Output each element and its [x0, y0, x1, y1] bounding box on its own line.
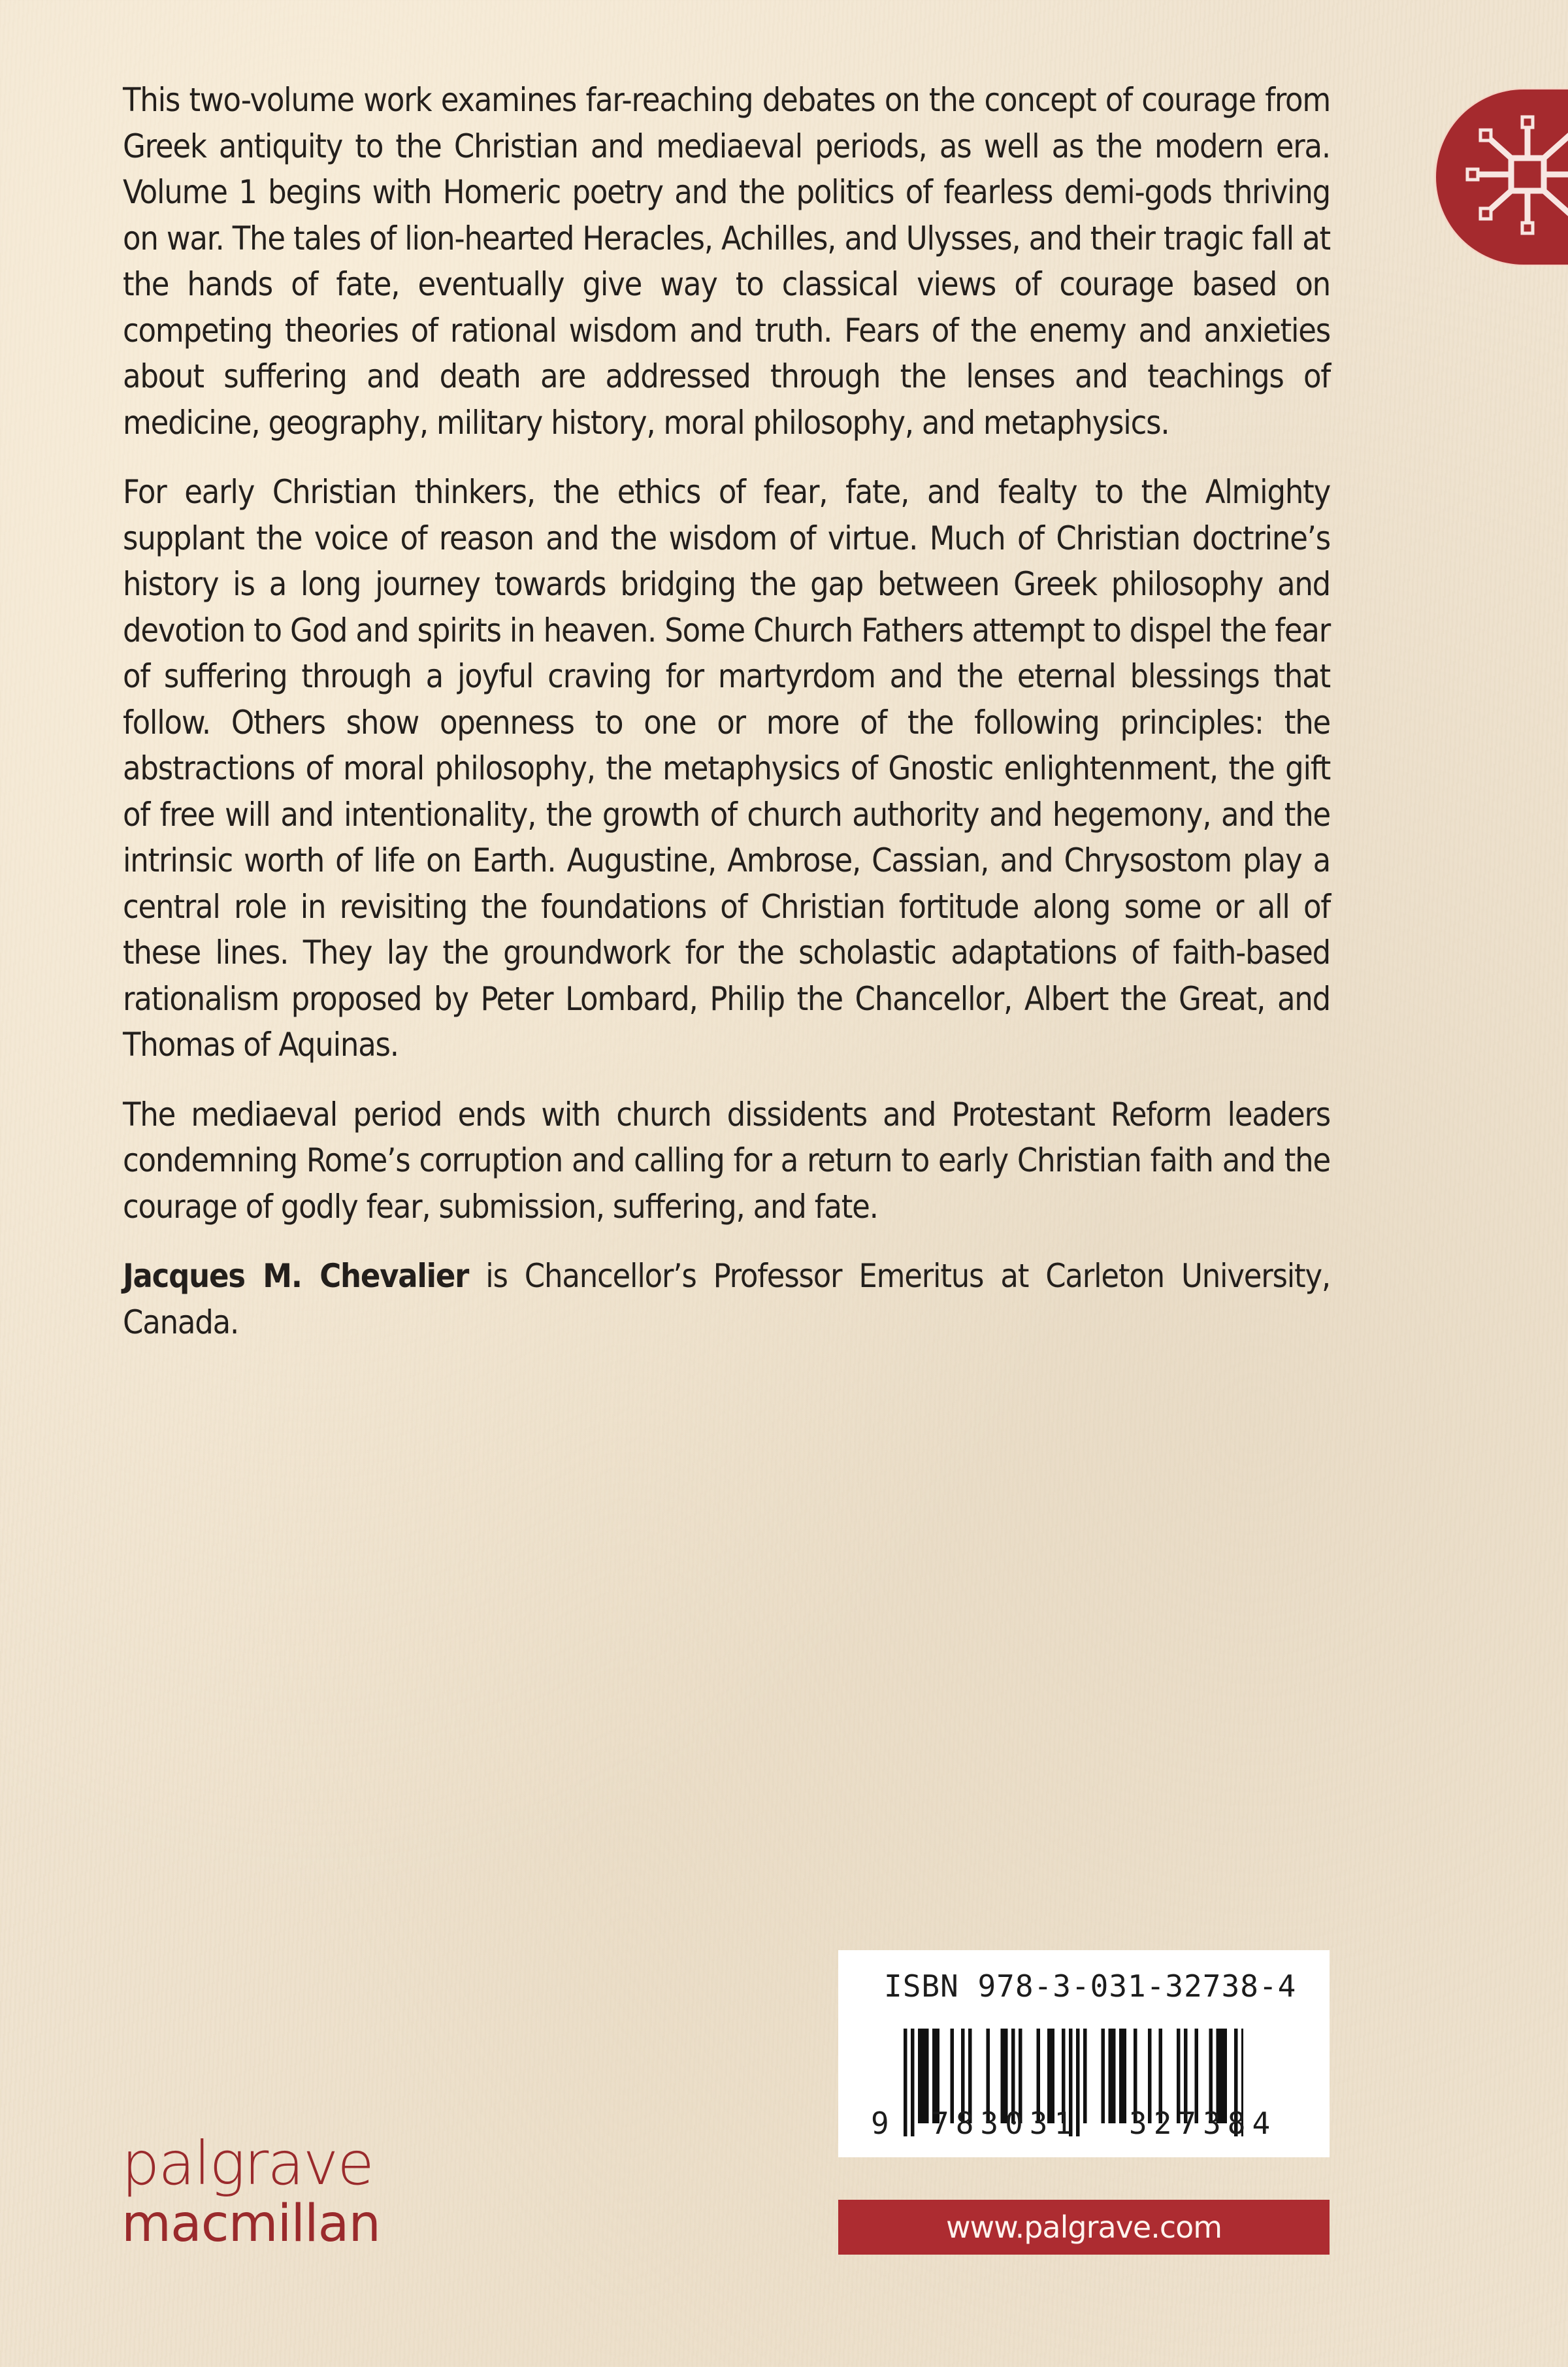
barcode-bar	[904, 2029, 907, 2136]
barcode-bar	[1112, 2029, 1116, 2123]
barcode-bar	[1102, 2029, 1105, 2123]
author-bio-text: is Chancellor’s Professor Emeritus at Carleton University, Canada.	[123, 1257, 1330, 1341]
blurb-paragraph-3: The mediaeval period ends with church dissidents and Protestant Reform leaders condemning Rome’s corruption and calling for a return to early Christian faith and the courage of godly fear, submission, suffering, and fate.	[123, 1095, 1330, 1226]
publisher-url[interactable]: www.palgrave.com	[945, 2210, 1222, 2245]
series-badge	[1436, 90, 1568, 265]
isbn-barcode	[838, 1950, 1330, 2157]
barcode-bar	[918, 2029, 922, 2123]
barcode-digits-left: 783031	[931, 2106, 1079, 2141]
barcode-bar	[1109, 2029, 1113, 2123]
blurb-paragraph-1: This two-volume work examines far-reaching debates on the concept of courage from Greek antiquity to the Christian and mediaeval periods, as well as the modern era. Volume 1 begins with Homeric poetry and the politics of fearless demi-gods thriving on war. The tales of lion-hearted Heracles, Achilles, and Ulysses, and their tragic fall at the hands of fate, eventually give way to classical views of courage based on competing theories of rational wisdom and truth. Fears of the enemy and anxieties about suffering and death are addressed through the lenses and teachings of medicine, geography, military history, moral philosophy, and metaphysics.	[123, 81, 1330, 442]
barcode-bar	[1083, 2029, 1087, 2123]
publisher-url-band	[838, 2200, 1330, 2255]
network-node-icon	[1462, 109, 1568, 246]
author-bio	[123, 1253, 1330, 1345]
barcode-bar	[1123, 2029, 1127, 2123]
barcode-digits-right: 327384	[1129, 2106, 1277, 2141]
logo-macmillan: macmillan	[122, 2195, 380, 2253]
publisher-logo	[122, 2131, 380, 2251]
barcode-bar	[1119, 2029, 1123, 2123]
barcode-bar	[925, 2029, 929, 2123]
logo-palgrave: palgrave	[122, 2129, 373, 2198]
author-name: Jacques M. Chevalier	[123, 1257, 469, 1295]
isbn-label: ISBN 978-3-031-32738-4	[884, 1968, 1297, 2004]
barcode-bar	[922, 2029, 926, 2123]
blurb-paragraph-2: For early Christian thinkers, the ethics of fear, fate, and fealty to the Almighty supplant the voice of reason and the wisdom of virtue. Much of Christian doctrine’s history is a long journey towards bridging the gap between Greek philosophy and devotion to God and spirits in heaven. Some Church Fathers attempt to dispel the fear of suffering through a joyful craving for martyrdom and the eternal blessings that follow. Others show openness to one or more of the following principles: the abstractions of moral philosophy, the metaphysics of Gnostic enlightenment, the gift of free will and intentionality, the growth of church authority and hegemony, and the intrinsic worth of life on Earth. Augustine, Ambrose, Cassian, and Chrysostom play a central role in revisiting the foundations of Christian fortitude along some or all of these lines. They lay the groundwork for the scholastic adaptations of faith-based rationalism proposed by Peter Lombard, Philip the Chancellor, Albert the Great, and Thomas of Aquinas.	[123, 473, 1330, 1064]
back-cover-blurb	[123, 77, 1330, 1369]
barcode-bar	[911, 2029, 915, 2136]
barcode-digit-first: 9	[871, 2106, 889, 2141]
